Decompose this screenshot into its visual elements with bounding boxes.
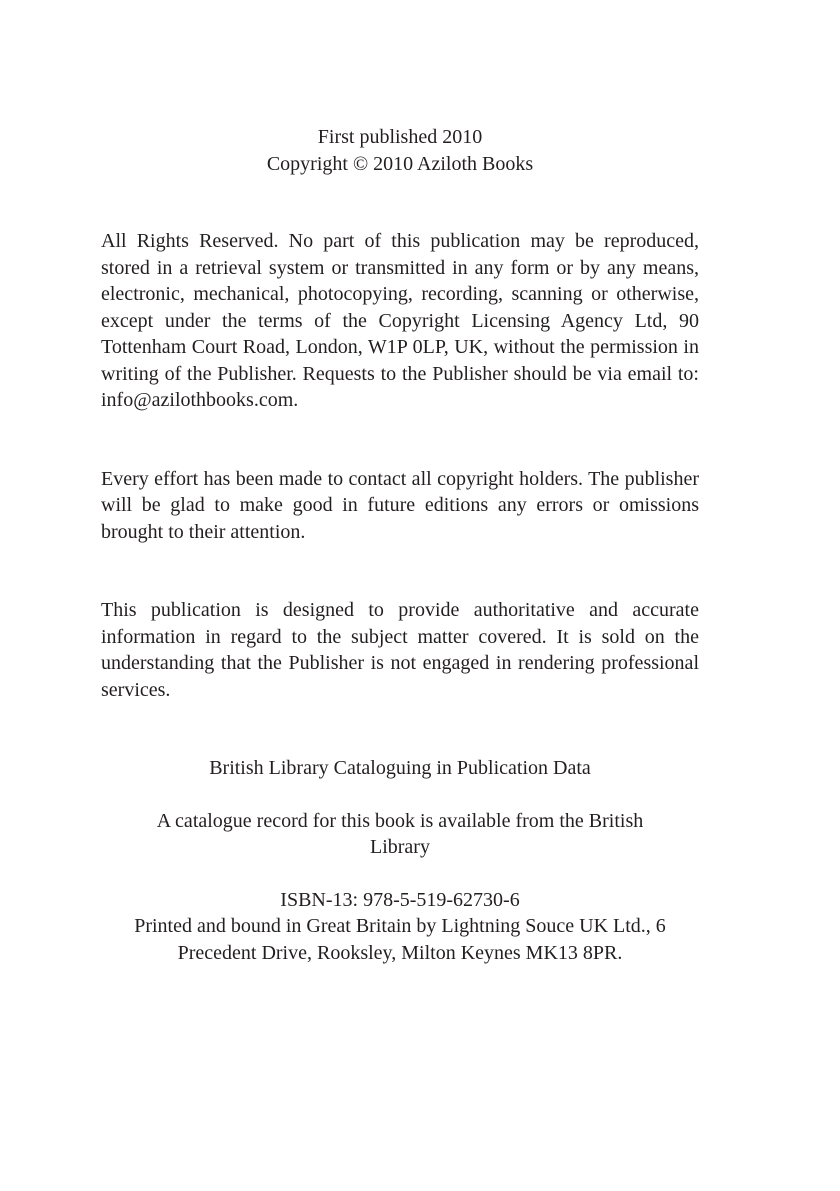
isbn-line: ISBN-13: 978-5-519-62730-6: [280, 888, 520, 911]
imprint-block: [101, 124, 699, 177]
printer-line-2: Precedent Drive, Rooksley, Milton Keynes MK13 8PR.: [177, 941, 623, 964]
catalogue-record-line-2: Library: [370, 836, 430, 858]
cip-heading-block: [91, 755, 709, 782]
catalogue-record-line-1: A catalogue record for this book is available from the British: [156, 809, 644, 832]
disclaimer-paragraph: This publication is designed to provide authoritative and accurate information in regard to the subject matter covered. It is sold on the understanding that the Publisher is not engaged in rendering professional services.: [101, 599, 699, 701]
copyright-line: Copyright © 2010 Aziloth Books: [266, 152, 534, 175]
catalogue-record-block: [91, 808, 709, 861]
rights-reserved-paragraph: All Rights Reserved. No part of this publication may be reproduced, stored in a retrieval system or transmitted in any form or by any means, electronic, mechanical, photocopying, recording, scanning or otherwise, except under the terms of the Copyright Licensing Agency Ltd, 90 Tottenham Court Road, London, W1P 0LP, UK, without the permission in writing of the Publisher. Requests to the Publisher should be via email to: info@azilothbooks.com.: [101, 230, 699, 411]
production-block: [91, 887, 709, 967]
copyright-page: [101, 124, 699, 966]
copyright-holders-paragraph: Every effort has been made to contact all copyright holders. The publisher will be glad to make good in future editions any errors or omissions brought to their attention.: [101, 467, 699, 543]
printer-line-1: Printed and bound in Great Britain by Lightning Souce UK Ltd., 6: [134, 915, 666, 937]
first-published-line: First published 2010: [317, 126, 483, 148]
cip-heading: British Library Cataloguing in Publication Data: [209, 757, 591, 779]
